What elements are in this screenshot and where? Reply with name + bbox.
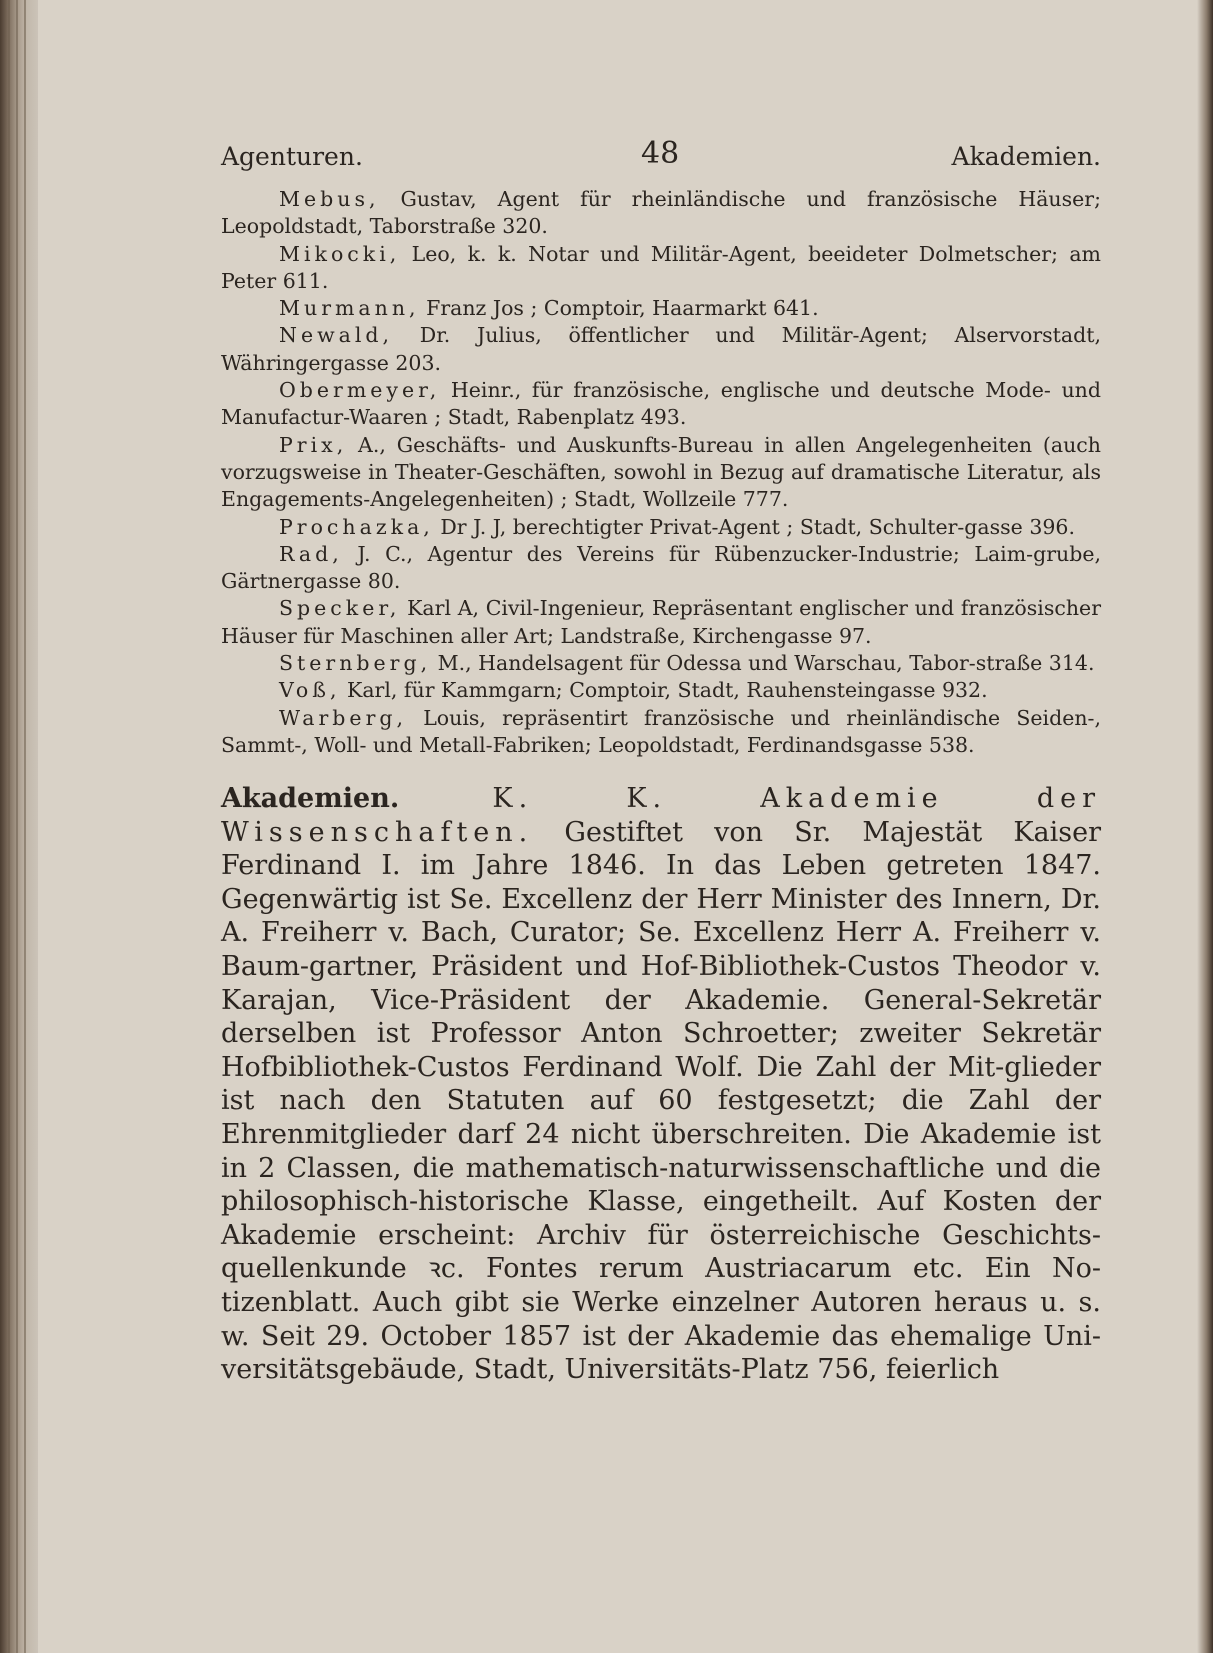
- list-item: [221, 377, 1101, 432]
- entry-text: A., Geschäfts- und Auskunfts-Bureau in allen Angelegenheiten (auch vorzugsweise in Theater-Geschäften, sowohl in Bezug auf dramatische Literatur, als Engagements-Angelegenheiten) ; Stadt, Wollzeile 777.: [221, 432, 1101, 512]
- list-item: [221, 241, 1101, 296]
- entry-text: J. C., Agentur des Vereins für Rübenzucker-Industrie; Laim-grube, Gärtnergasse 80.: [221, 541, 1101, 594]
- entry-text: Heinr., für französische, englische und deutsche Mode- und Manufactur-Waaren ; Stadt, Rabenplatz 493.: [221, 378, 1101, 430]
- entry-name: Prochazka,: [279, 514, 434, 539]
- list-item: [221, 541, 1101, 596]
- entry-name: Mebus,: [279, 187, 380, 211]
- list-item: [221, 322, 1101, 377]
- entry-text: Franz Jos ; Comptoir, Haarmarkt 641.: [419, 296, 819, 321]
- akademie-section: [221, 782, 1101, 1387]
- entry-name: Newald,: [279, 323, 394, 348]
- entry-text: Dr J. J, berechtigter Privat-Agent ; Stadt, Schulter-gasse 396.: [433, 514, 1075, 539]
- book-spine: [0, 0, 38, 1653]
- running-header: [221, 136, 1101, 176]
- list-item: [221, 705, 1101, 760]
- entry-name: Mikocki,: [279, 241, 401, 266]
- entry-name: Obermeyer,: [279, 378, 441, 403]
- entry-text: M., Handelsagent für Odessa und Warschau, Tabor-straße 314.: [431, 651, 1095, 676]
- list-item: [221, 650, 1101, 677]
- entry-name: Warberg,: [279, 705, 408, 730]
- entry-name: Specker,: [279, 596, 401, 621]
- page-right-edge: [1197, 0, 1213, 1653]
- entry-name: Murmann,: [279, 296, 420, 321]
- header-left-title: Agenturen.: [221, 142, 363, 171]
- list-item: [221, 295, 1101, 322]
- entry-name: Prix,: [279, 432, 348, 457]
- list-item: [221, 595, 1101, 650]
- section-body: Gestiftet von Sr. Majestät Kaiser Ferdinand I. im Jahre 1846. In das Leben getreten 1847. Gegenwärtig ist Se. Excellenz der Herr Minister des Innern, Dr. A. Freiherr v. Bach, Curator; Se. Excellenz Herr A. Freiherr v. Baum-gartner, Präsident und Hof-Bibliothek-Custos Theodor v. Karajan, Vice-Präsident der Akademie. General-Sekretär derselben ist Professor Anton Schroetter; zweiter Sekretär Hofbibliothek-Custos Ferdinand Wolf. Die Zahl der Mit-glieder ist nach den Statuten auf 60 festgesetzt; die Zahl der Ehrenmitglieder darf 24 nicht überschreiten. Die Akademie ist in 2 Classen, die mathematisch-naturwissenschaftliche und die philosophisch-historische Klasse, eingetheilt. Auf Kosten der Akademie erscheint: Archiv für österreichische Geschichts-quellenkunde ꝛc. Fontes rerum Austriacarum etc. Ein No-tizenblatt. Auch gibt sie Werke einzelner Autoren heraus u. s. w. Seit 29. October 1857 ist der Akademie das ehemalige Uni-versitätsgebäude, Stadt, Universitäts-Platz 756, feierlich: [221, 816, 1101, 1386]
- page-edge-line: [16, 0, 18, 1653]
- agent-listing: [221, 186, 1101, 759]
- entry-text: Karl A, Civil-Ingenieur, Repräsentant englischer und französischer Häuser für Maschinen aller Art; Landstraße, Kirchengasse 97.: [221, 596, 1101, 648]
- entry-text: Gustav, Agent für rheinländische und französische Häuser; Leopoldstadt, Taborstraße 320.: [221, 187, 1101, 239]
- page-edge-line: [8, 0, 10, 1653]
- list-item: [221, 432, 1101, 514]
- list-item: [221, 186, 1101, 241]
- entry-name: Voß,: [279, 678, 341, 703]
- entry-text: Louis, repräsentirt französische und rheinländische Seiden-, Sammt-, Woll- und Metall-Fabriken; Leopoldstadt, Ferdinandsgasse 538.: [221, 705, 1101, 757]
- entry-text: Leo, k. k. Notar und Militär-Agent, beeideter Dolmetscher; am Peter 611.: [221, 241, 1101, 293]
- entry-text: Dr. Julius, öffentlicher und Militär-Agent; Alservorstadt, Währingergasse 203.: [221, 323, 1101, 375]
- list-item: [221, 677, 1101, 704]
- entry-name: Sternberg,: [279, 651, 432, 676]
- header-right-title: Akademien.: [951, 142, 1101, 171]
- section-heading: K. K. Akademie der Wissenschaften.: [221, 783, 1101, 848]
- entry-name: Rad,: [279, 541, 343, 566]
- page-edge-line: [24, 0, 26, 1653]
- section-title: Akademien.: [221, 783, 400, 814]
- list-item: [221, 514, 1101, 541]
- entry-text: Karl, für Kammgarn; Comptoir, Stadt, Rauhensteingasse 932.: [340, 678, 988, 703]
- page-number: 48: [641, 136, 680, 171]
